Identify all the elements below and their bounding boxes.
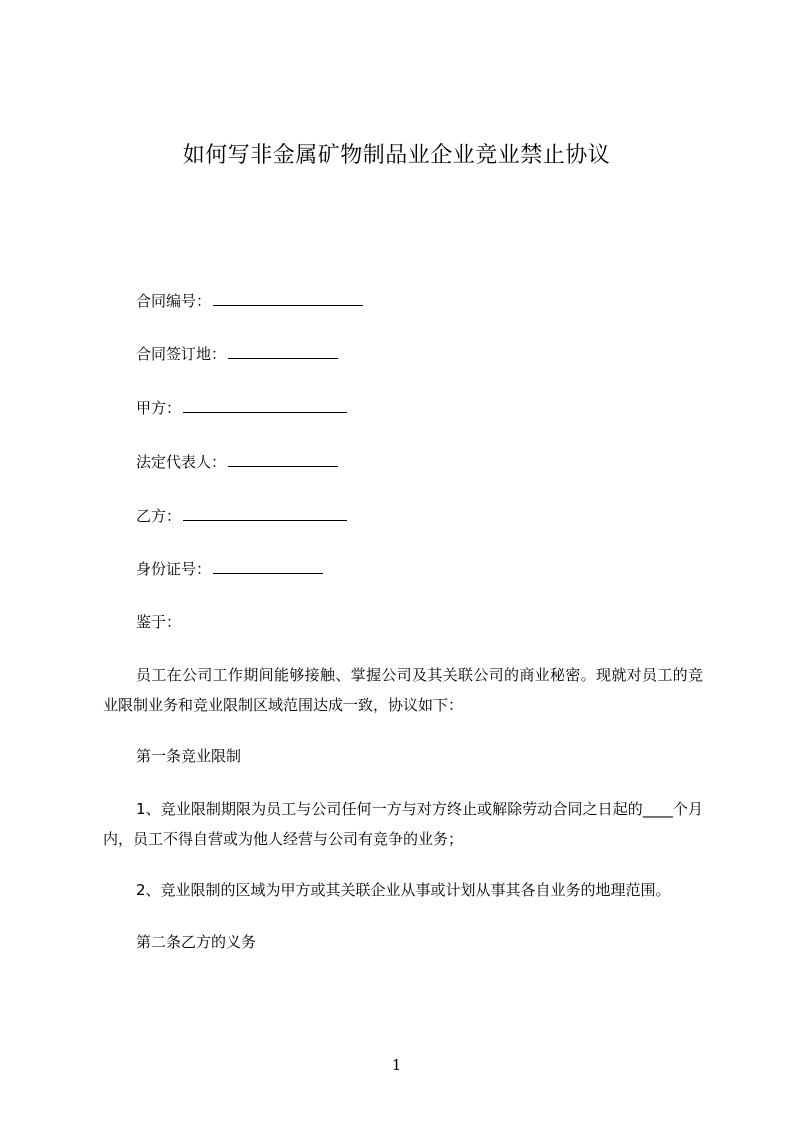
field-label: 法定代表人：: [136, 453, 227, 471]
legal-representative-field: [136, 451, 338, 473]
field-label: 合同编号：: [136, 292, 212, 310]
article-2-heading: 第二条乙方的义务: [136, 933, 257, 951]
article-1-heading: 第一条竞业限制: [136, 747, 242, 765]
signing-place-blank[interactable]: [228, 343, 338, 359]
article-1-clause-1: 1、竞业限制期限为员工与公司任何一方与对方终止或解除劳动合同之日起的____个月内，员工不得自营或为他人经营与公司有竞争的业务；: [103, 800, 703, 848]
party-a-blank[interactable]: [183, 397, 347, 413]
signing-place-field: [136, 343, 338, 365]
id-number-blank[interactable]: [213, 558, 323, 574]
contract-number-field: [136, 290, 363, 312]
field-label: 身份证号：: [136, 560, 212, 578]
intro-paragraph: 员工在公司工作期间能够接触、掌握公司及其关联公司的商业秘密。现就对员工的竞业限制业务和竞业限制区域范围达成一致，协议如下：: [103, 666, 703, 714]
contract-number-blank[interactable]: [213, 290, 363, 306]
page-title: 如何写非金属矿物制品业企业竞业禁止协议: [182, 143, 611, 168]
party-b-blank[interactable]: [183, 505, 347, 521]
field-label: 甲方：: [136, 399, 182, 417]
whereas-label: 鉴于：: [136, 613, 182, 631]
party-a-field: [136, 397, 347, 419]
field-label: 乙方：: [136, 507, 182, 525]
field-label: 合同签订地：: [136, 345, 227, 363]
id-number-field: [136, 558, 323, 580]
party-b-field: [136, 505, 347, 527]
article-1-clause-2: 2、竞业限制的区域为甲方或其关联企业从事或计划从事其各自业务的地理范围。: [136, 881, 671, 899]
legal-representative-blank[interactable]: [228, 451, 338, 467]
page-number: 1: [391, 1056, 402, 1074]
